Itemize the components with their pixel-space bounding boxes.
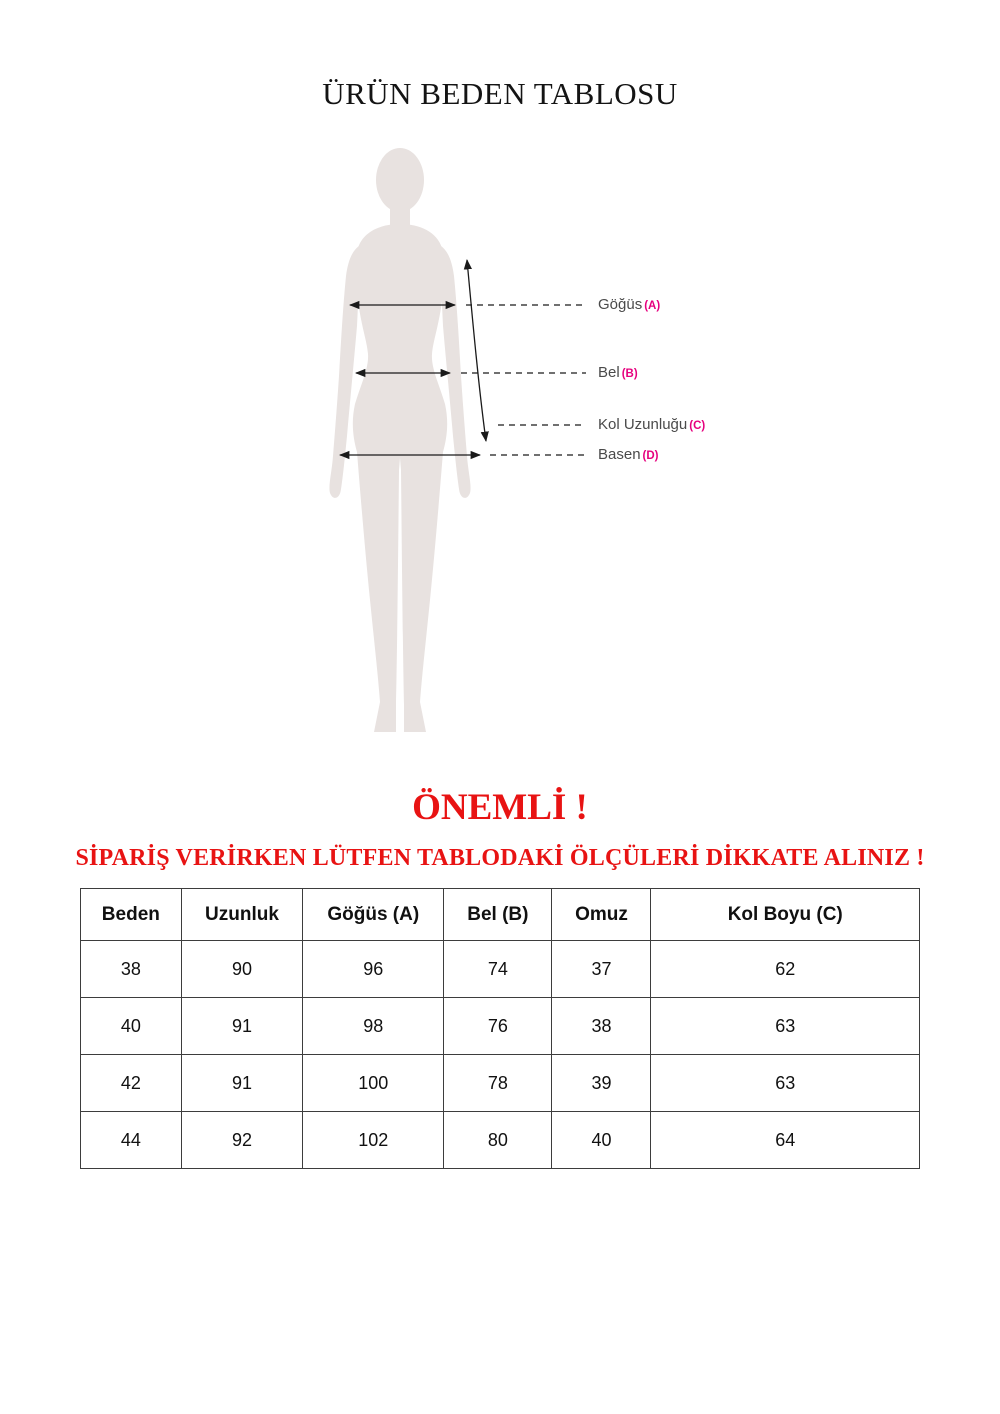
order-warning-text: SİPARİŞ VERİRKEN LÜTFEN TABLODAKİ ÖLÇÜLERİ DİKKATE ALINIZ ! (75, 845, 925, 871)
measurement-letter-marker: (A) (644, 300, 661, 312)
table-cell: 91 (181, 998, 303, 1055)
table-header-cell: Bel (B) (444, 889, 552, 941)
table-header-cell: Kol Boyu (C) (651, 889, 920, 941)
table-cell: 40 (552, 1112, 651, 1169)
arm-length-arrow (467, 260, 586, 441)
measurement-label-text: Bel (598, 364, 620, 381)
table-cell: 38 (81, 941, 182, 998)
table-cell: 102 (303, 1112, 444, 1169)
table-cell: 80 (444, 1112, 552, 1169)
size-table (80, 888, 920, 1169)
table-header-cell: Uzunluk (181, 889, 303, 941)
table-row (81, 1055, 920, 1112)
table-cell: 91 (181, 1055, 303, 1112)
table-cell: 62 (651, 941, 920, 998)
table-cell: 78 (444, 1055, 552, 1112)
table-header-cell: Göğüs (A) (303, 889, 444, 941)
table-cell: 42 (81, 1055, 182, 1112)
measurement-label-arm-length (598, 416, 705, 434)
table-cell: 63 (651, 998, 920, 1055)
measurement-letter-marker: (D) (642, 450, 659, 462)
measurement-label-waist (598, 364, 638, 382)
table-cell: 63 (651, 1055, 920, 1112)
measurement-diagram-svg (280, 140, 610, 780)
table-header-row (81, 889, 920, 941)
measurement-letter-marker: (B) (621, 368, 638, 380)
measurement-letter-marker: (C) (689, 420, 706, 432)
table-cell: 44 (81, 1112, 182, 1169)
table-row (81, 998, 920, 1055)
measurement-label-chest (598, 296, 660, 314)
table-row (81, 1112, 920, 1169)
page-title: ÜRÜN BEDEN TABLOSU (322, 76, 678, 111)
measurement-label-text: Göğüs (598, 296, 643, 313)
table-cell: 39 (552, 1055, 651, 1112)
body-silhouette (329, 148, 470, 732)
table-header-cell: Omuz (552, 889, 651, 941)
table-cell: 76 (444, 998, 552, 1055)
table-cell: 40 (81, 998, 182, 1055)
table-row (81, 941, 920, 998)
table-cell: 64 (651, 1112, 920, 1169)
table-cell: 96 (303, 941, 444, 998)
table-cell: 90 (181, 941, 303, 998)
table-cell: 37 (552, 941, 651, 998)
measurement-diagram (280, 140, 610, 780)
table-cell: 38 (552, 998, 651, 1055)
table-cell: 98 (303, 998, 444, 1055)
table-cell: 100 (303, 1055, 444, 1112)
table-cell: 92 (181, 1112, 303, 1169)
measurement-label-hip (598, 446, 659, 464)
table-cell: 74 (444, 941, 552, 998)
measurement-label-text: Basen (598, 446, 641, 463)
table-header-cell: Beden (81, 889, 182, 941)
important-heading: ÖNEMLİ ! (412, 787, 588, 828)
measurement-label-text: Kol Uzunluğu (598, 416, 688, 433)
